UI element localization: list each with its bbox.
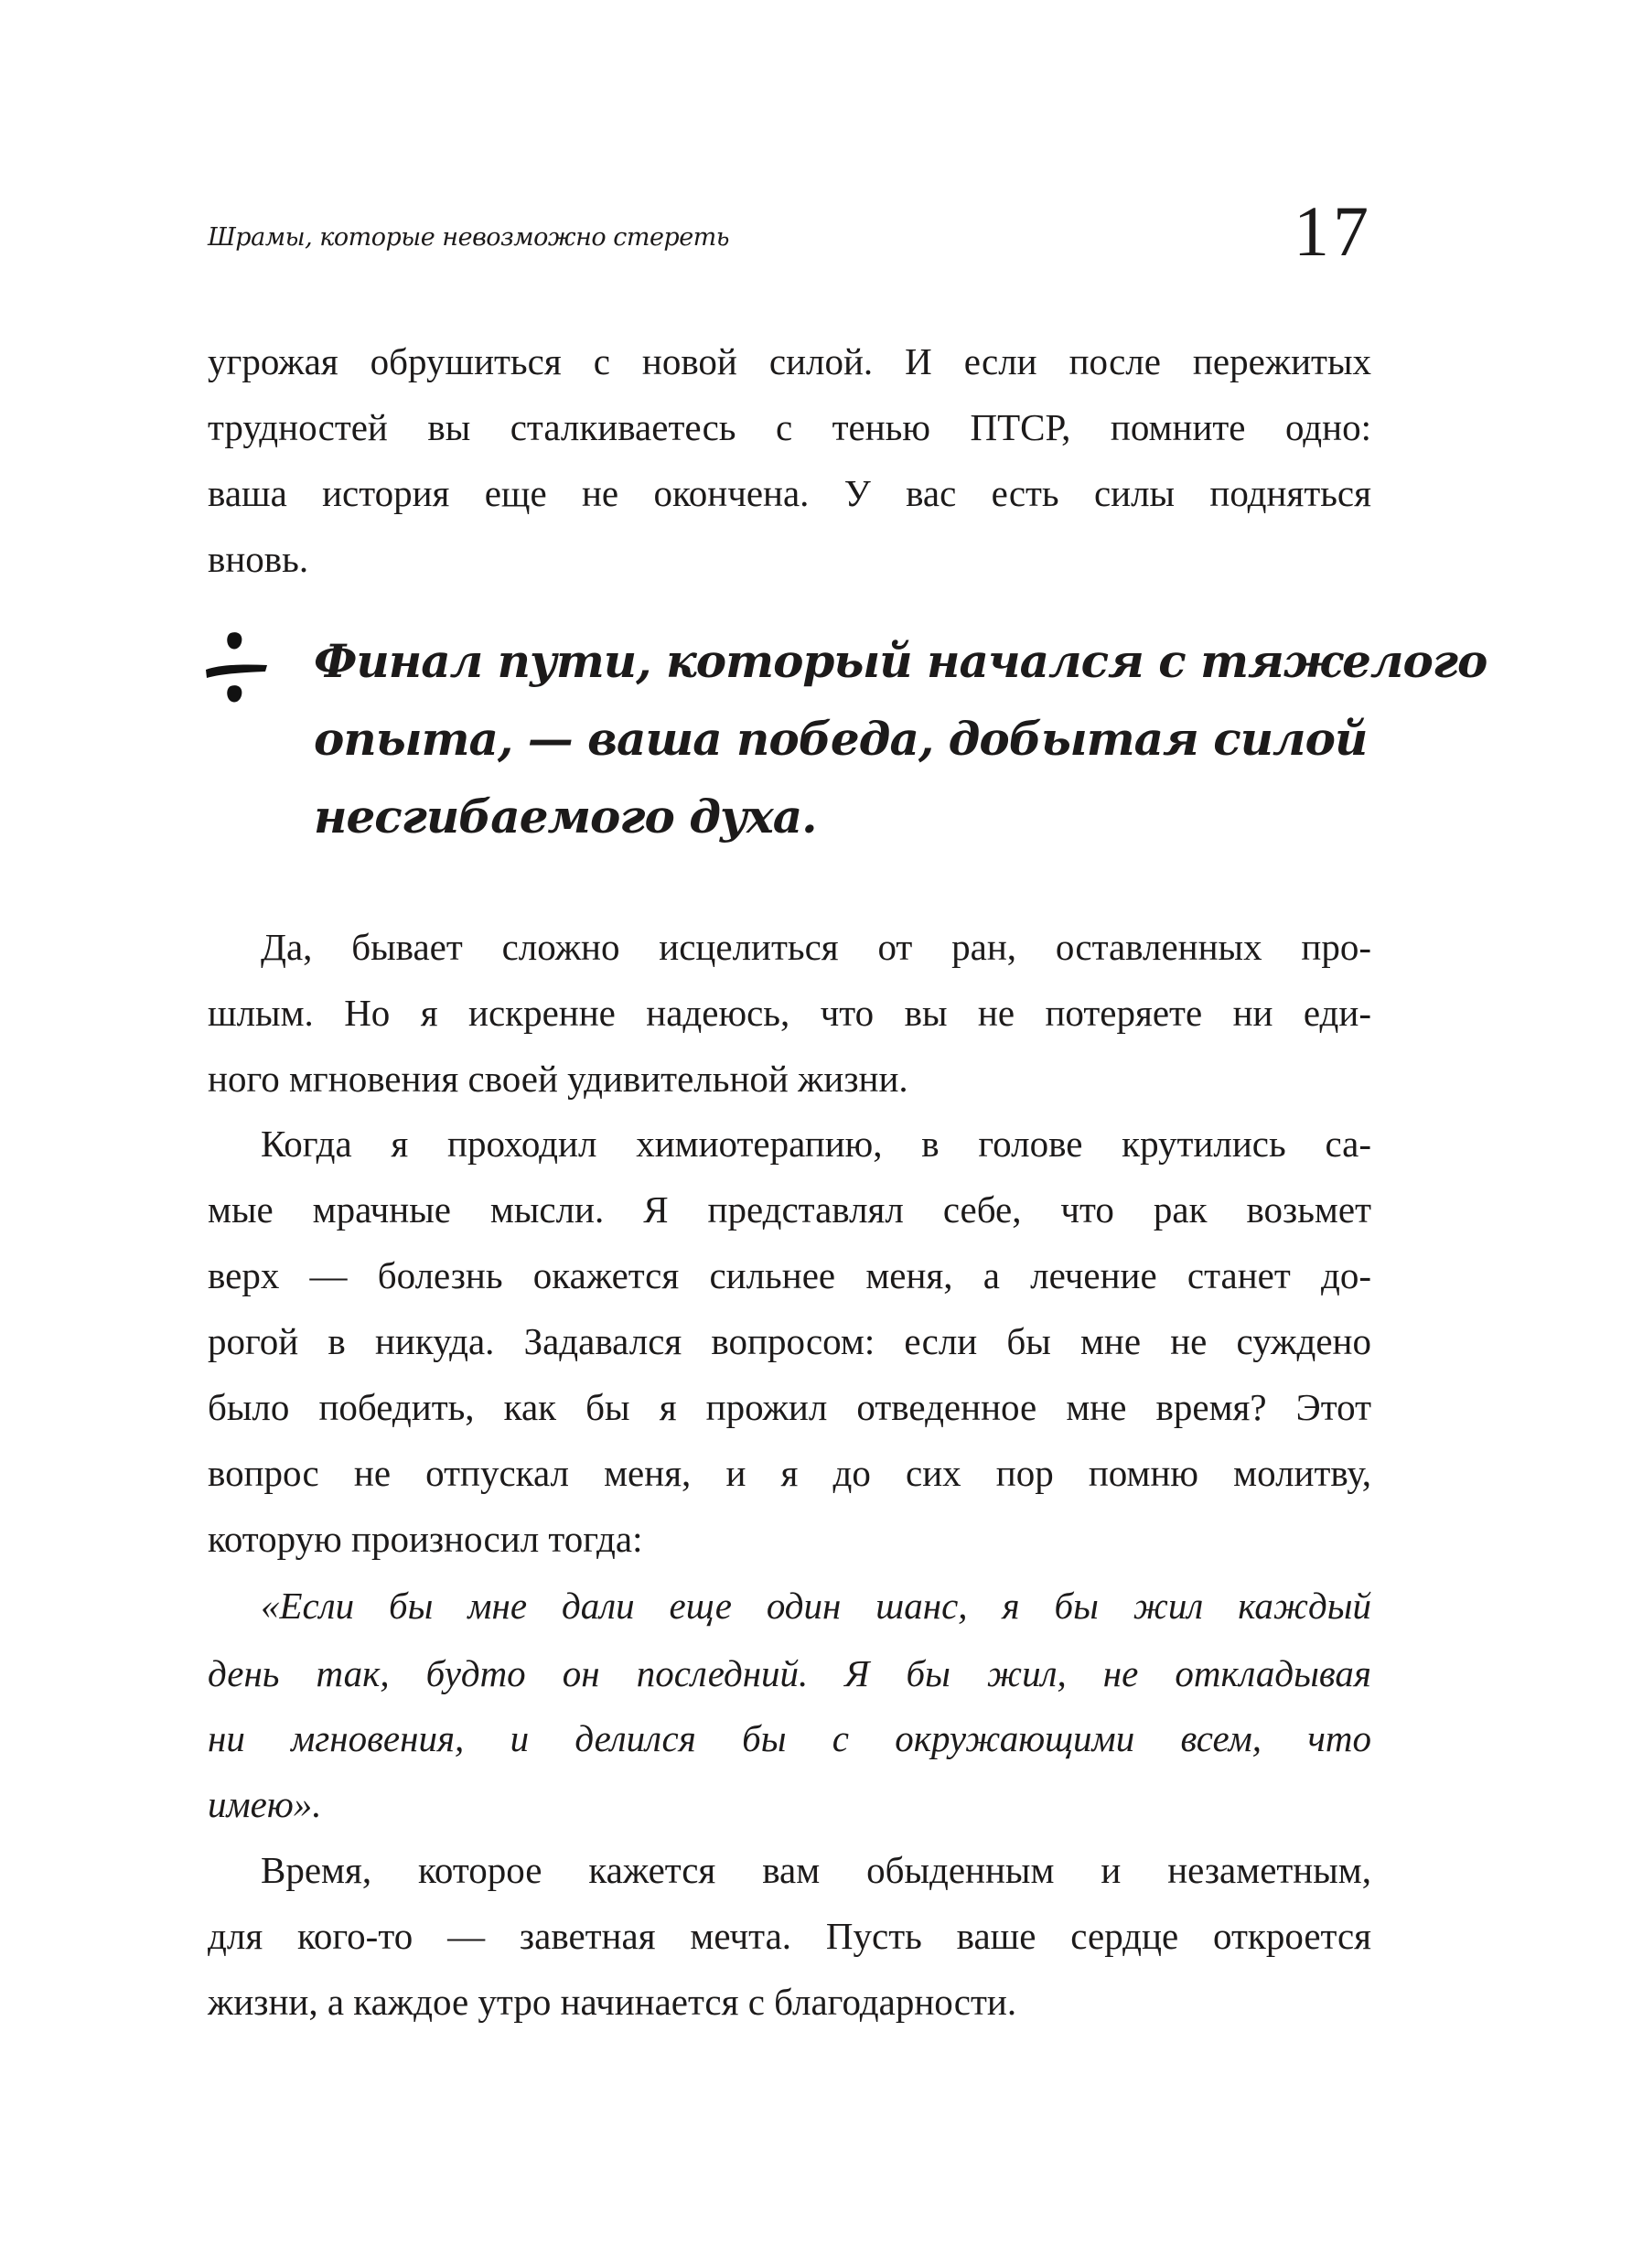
text-line: шлым. Но я искренне надеюсь, что вы не потеряете ни еди- bbox=[208, 992, 1371, 1034]
page-number: 17 bbox=[1294, 191, 1372, 271]
text-line: верх — болезнь окажется сильнее меня, а лечение станет до- bbox=[208, 1254, 1371, 1296]
text-line: вопрос не отпускал меня, и я до сих пор помню молитву, bbox=[208, 1452, 1371, 1494]
text-line: трудностей вы сталкиваетесь с тенью ПТСР, помните одно: bbox=[208, 406, 1371, 448]
text-line: жизни, а каждое утро начинается с благодарности. bbox=[208, 1981, 1017, 2023]
text-line: рогой в никуда. Задавался вопросом: если бы мне не суждено bbox=[208, 1320, 1371, 1362]
text-line: Время, которое кажется вам обыденным и незаметным, bbox=[261, 1849, 1371, 1891]
quote-line: день так, будто он последний. Я бы жил, не откладывая bbox=[208, 1652, 1371, 1694]
pull-quote-line: опыта, — ваша победа, добытая силой bbox=[314, 712, 1368, 766]
text-line: было победить, как бы я прожил отведенное мне время? Этот bbox=[208, 1386, 1371, 1428]
quote-line: имею». bbox=[208, 1783, 322, 1825]
text-line: вновь. bbox=[208, 538, 309, 580]
text-line: для кого-то — заветная мечта. Пусть ваше сердце откроется bbox=[208, 1915, 1371, 1957]
text-line: мые мрачные мысли. Я представлял себе, что рак возьмет bbox=[208, 1188, 1371, 1231]
text-line: угрожая обрушиться с новой силой. И если после пережитых bbox=[208, 340, 1371, 382]
quote-line: «Если бы мне дали еще один шанс, я бы жил каждый bbox=[261, 1585, 1371, 1627]
text-line: которую произносил тогда: bbox=[208, 1518, 643, 1560]
text-line: ного мгновения своей удивительной жизни. bbox=[208, 1058, 908, 1100]
quote-line: ни мгновения, и делился бы с окружающими всем, что bbox=[208, 1717, 1371, 1759]
pull-quote-line: Финал пути, который начался с тяжелого bbox=[314, 634, 1487, 688]
text-line: ваша история еще не окончена. У вас есть силы подняться bbox=[208, 472, 1371, 514]
division-ornament-icon bbox=[203, 629, 269, 704]
text-line: Да, бывает сложно исцелиться от ран, оставленных про- bbox=[261, 926, 1371, 968]
running-header: Шрамы, которые невозможно стереть bbox=[208, 223, 729, 252]
pull-quote-line: несгибаемого духа. bbox=[314, 790, 817, 844]
text-line: Когда я проходил химиотерапию, в голове крутились са- bbox=[261, 1123, 1371, 1165]
